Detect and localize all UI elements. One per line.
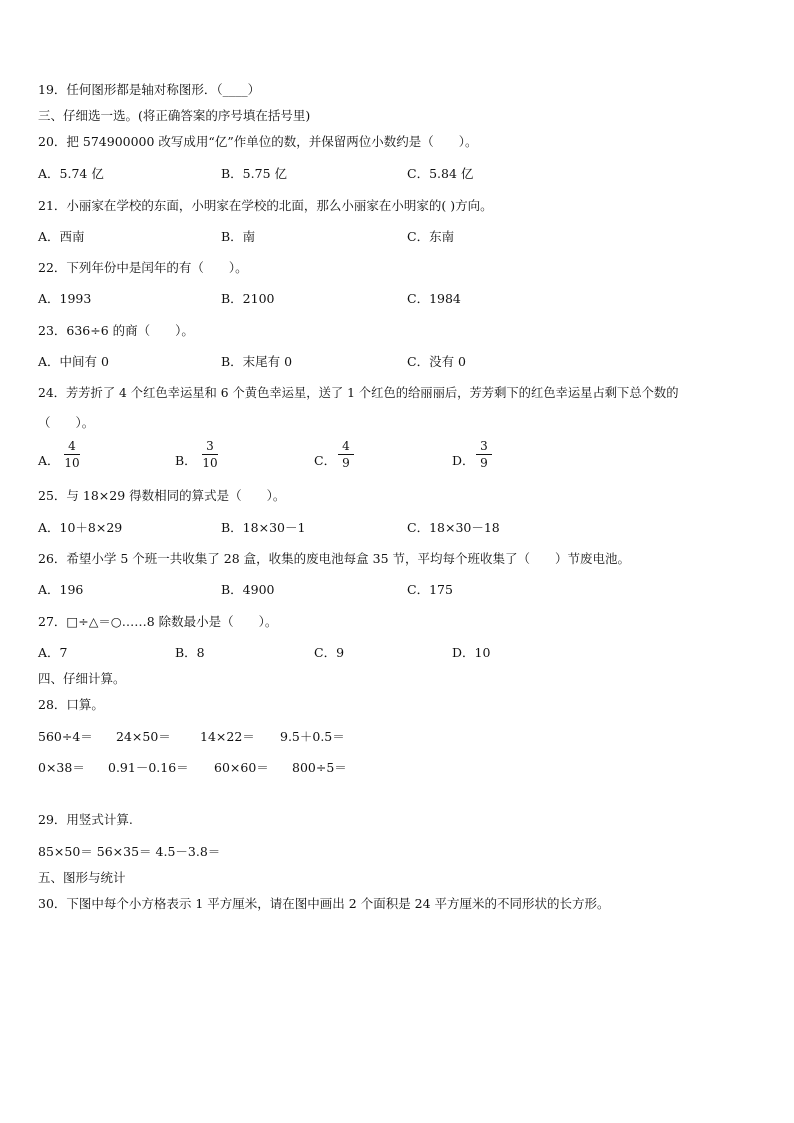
fraction-numerator: 3: [206, 439, 214, 453]
mental-math-expression: 24×50＝: [116, 729, 171, 744]
question-25-option-b: B．18×30－1: [221, 520, 306, 535]
fraction-denominator: 9: [342, 456, 350, 470]
question-29-stem: 29．用竖式计算.: [38, 812, 133, 827]
fraction-numerator: 4: [342, 439, 350, 453]
question-20-option-c: C．5.84 亿: [407, 166, 474, 181]
question-26-option-a: A．196: [38, 582, 84, 597]
mental-math-expression: 0×38＝: [38, 760, 85, 775]
question-20-stem: 20．把 574900000 改写成用“亿”作单位的数，并保留两位小数约是（ ）。: [38, 134, 478, 149]
mental-math-expression: 9.5＋0.5＝: [280, 729, 345, 744]
mental-math-expression: 560÷4＝: [38, 729, 93, 744]
fraction-numerator: 3: [480, 439, 488, 453]
fraction-bar: [64, 454, 80, 455]
question-24-stem-line2: （ ）。: [38, 415, 95, 430]
section-4-heading: 四、仔细计算。: [38, 671, 126, 686]
question-24-option-a-letter: A．: [38, 453, 60, 468]
question-23-option-a: A．中间有 0: [38, 354, 109, 369]
fraction-bar: [476, 454, 492, 455]
question-24-option-b-fraction: [202, 439, 218, 470]
question-26-option-c: C．175: [407, 582, 453, 597]
question-26-stem: 26．希望小学 5 个班一共收集了 28 盒，收集的废电池每盒 35 节，平均每个班收集了（ ）节废电池。: [38, 551, 631, 566]
question-24-option-b-letter: B．: [175, 453, 197, 468]
question-27-option-b: B．8: [175, 645, 205, 660]
question-24-stem-line1: 24．芳芳折了 4 个红色幸运星和 6 个黄色幸运星，送了 1 个红色的给丽丽后，芳芳剩下的红色幸运星占剩下总个数的: [38, 386, 679, 400]
question-24-option-c-fraction: [338, 439, 354, 470]
question-22-option-c: C．1984: [407, 291, 461, 306]
fraction-denominator: 10: [202, 456, 218, 470]
question-25-stem: 25．与 18×29 得数相同的算式是（ ）。: [38, 488, 286, 503]
mental-math-expression: 0.91－0.16＝: [108, 760, 189, 775]
question-24-option-a-fraction: [64, 439, 80, 470]
fraction-denominator: 10: [64, 456, 80, 470]
question-24-option-d-fraction: [476, 439, 492, 470]
question-29-expressions: 85×50＝ 56×35＝ 4.5－3.8＝: [38, 844, 221, 859]
question-19: 19．任何图形都是轴对称图形．（____）: [38, 82, 261, 97]
question-20-option-a: A．5.74 亿: [38, 166, 104, 181]
question-23-stem: 23．636÷6 的商（ ）。: [38, 323, 194, 338]
mental-math-expression: 14×22＝: [200, 729, 255, 744]
question-25-option-c: C．18×30－18: [407, 520, 500, 535]
question-24-option-d-letter: D．: [452, 453, 475, 468]
question-21-stem: 21．小丽家在学校的东面，小明家在学校的北面，那么小丽家在小明家的( )方向。: [38, 198, 493, 213]
question-22-stem: 22．下列年份中是闰年的有（ ）。: [38, 260, 248, 275]
fraction-numerator: 4: [68, 439, 76, 453]
question-27-option-a: A．7: [38, 645, 68, 660]
section-3-heading: 三、仔细选一选。(将正确答案的序号填在括号里): [38, 108, 311, 123]
question-22-option-a: A．1993: [38, 291, 92, 306]
question-25-option-a: A．10＋8×29: [38, 520, 123, 535]
fraction-bar: [202, 454, 218, 455]
question-30-stem: 30．下图中每个小方格表示 1 平方厘米，请在图中画出 2 个面积是 24 平方厘米的不同形状的长方形。: [38, 896, 610, 911]
question-21-option-a: A．西南: [38, 229, 85, 244]
question-20-option-b: B．5.75 亿: [221, 166, 287, 181]
question-28-stem: 28．口算。: [38, 697, 104, 712]
question-22-option-b: B．2100: [221, 291, 275, 306]
question-27-option-d: D．10: [452, 645, 491, 660]
question-26-option-b: B．4900: [221, 582, 275, 597]
question-27-stem: 27．□÷△＝○……8 除数最小是（ ）。: [38, 614, 278, 629]
mental-math-expression: 800÷5＝: [292, 760, 347, 775]
fraction-denominator: 9: [480, 456, 488, 470]
fraction-bar: [338, 454, 354, 455]
question-23-option-c: C．没有 0: [407, 354, 466, 369]
question-21-option-b: B．南: [221, 229, 256, 244]
section-5-heading: 五、图形与统计: [38, 870, 126, 885]
question-24-option-c-letter: C．: [314, 453, 337, 468]
question-27-option-c: C．9: [314, 645, 345, 660]
question-23-option-b: B．末尾有 0: [221, 354, 293, 369]
question-21-option-c: C．东南: [407, 229, 455, 244]
mental-math-expression: 60×60＝: [214, 760, 269, 775]
